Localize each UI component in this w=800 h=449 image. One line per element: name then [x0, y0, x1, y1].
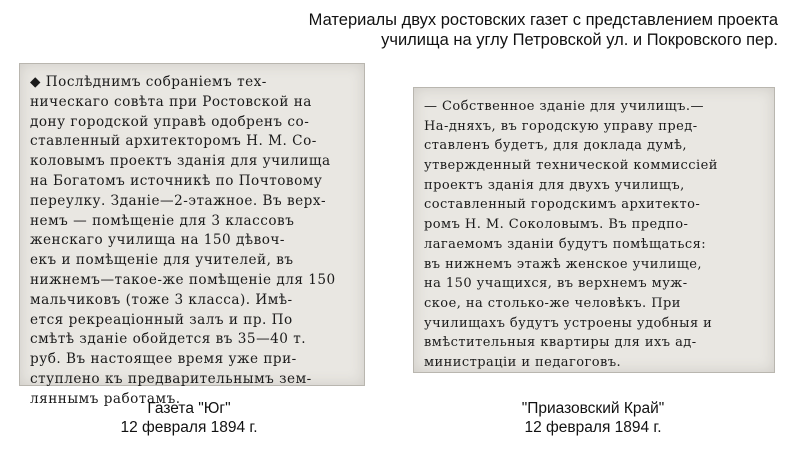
- clipping-line: переулку. Зданіе—2-этажное. Въ верх-: [30, 192, 327, 209]
- clipping-line: коловымъ проектъ зданія для училища: [30, 153, 331, 170]
- clipping-line: училищахъ будутъ устроены удобныя и: [424, 315, 713, 331]
- heading-line-2: училища на углу Петровской ул. и Покровского пер.: [381, 31, 778, 49]
- clipping-line: въ нижнемъ этажѣ женское училище,: [424, 256, 703, 272]
- caption-yug: [79, 399, 299, 437]
- clipping-line: руб. Въ настоящее время уже при-: [30, 351, 297, 368]
- page-heading: [309, 10, 778, 50]
- clipping-line: на Богатомъ источникѣ по Почтовому: [30, 172, 323, 189]
- clipping-line: ◆ Послѣднимъ собраніемъ тех-: [30, 74, 267, 90]
- clipping-line: ническаго совѣта при Ростовской на: [30, 93, 312, 110]
- newspaper-clipping-priazovsky-krai: [413, 87, 775, 373]
- clipping-line: утвержденный технической коммиссіей: [424, 158, 718, 174]
- clipping-line: ступлено къ предварительнымъ зем-: [30, 370, 312, 387]
- clipping-line: ское, на столько-же человѣкъ. При: [424, 295, 681, 311]
- clipping-line: на 150 учащихся, въ верхнемъ муж-: [424, 276, 688, 292]
- clipping-line: екъ и помѣщеніе для учителей, въ: [30, 252, 294, 269]
- clipping-line: — Собственное зданіе для училищъ.—: [424, 99, 704, 114]
- clipping-line: немъ — помѣщеніе для 3 классовъ: [30, 212, 295, 229]
- clipping-line: вмѣстительныя квартиры для ихъ ад-: [424, 335, 697, 351]
- caption-date: 12 февраля 1894 г.: [524, 419, 662, 436]
- clipping-line: женскаго училища на 150 дѣвоч-: [30, 232, 285, 249]
- clipping-line: нижнемъ—такое-же помѣщеніе для 150: [30, 271, 336, 288]
- clipping-line: ромъ Н. М. Соколовымъ. Въ предпо-: [424, 217, 689, 233]
- clipping-text: [424, 97, 768, 373]
- clipping-line: ляннымъ работамъ.: [30, 390, 181, 407]
- newspaper-clipping-yug: [19, 63, 365, 407]
- caption-priazovsky-krai: [478, 399, 708, 437]
- clipping-line: ется рекреаціонный залъ и пр. По: [30, 311, 293, 328]
- caption-date: 12 февраля 1894 г.: [120, 419, 258, 436]
- caption-title: Газета "Юг": [147, 400, 231, 417]
- clipping-line: проектъ зданія для двухъ училищъ,: [424, 177, 685, 193]
- clipping-line: дону городской управѣ одобренъ со-: [30, 113, 310, 130]
- heading-line-1: Материалы двух ростовских газет с представлением проекта: [308, 11, 778, 29]
- clipping-line: мальчиковъ (тоже 3 класса). Имѣ-: [30, 291, 293, 308]
- caption-title: "Приазовский Край": [521, 400, 665, 417]
- clipping-line: ставленный архитекторомъ Н. М. Со-: [30, 133, 317, 150]
- clipping-line: На-дняхъ, въ городскую управу пред-: [424, 118, 698, 134]
- clipping-line: министраціи и педагоговъ.: [424, 354, 622, 370]
- clipping-line: смѣтѣ зданіе обойдется въ 35—40 т.: [30, 331, 307, 348]
- clipping-line: составленный городскимъ архитекто-: [424, 197, 701, 213]
- clipping-text: [30, 73, 358, 410]
- clipping-line: ставленъ будетъ, для доклада думѣ,: [424, 138, 687, 154]
- clipping-line: лагаемомъ зданіи будутъ помѣщаться:: [424, 236, 707, 252]
